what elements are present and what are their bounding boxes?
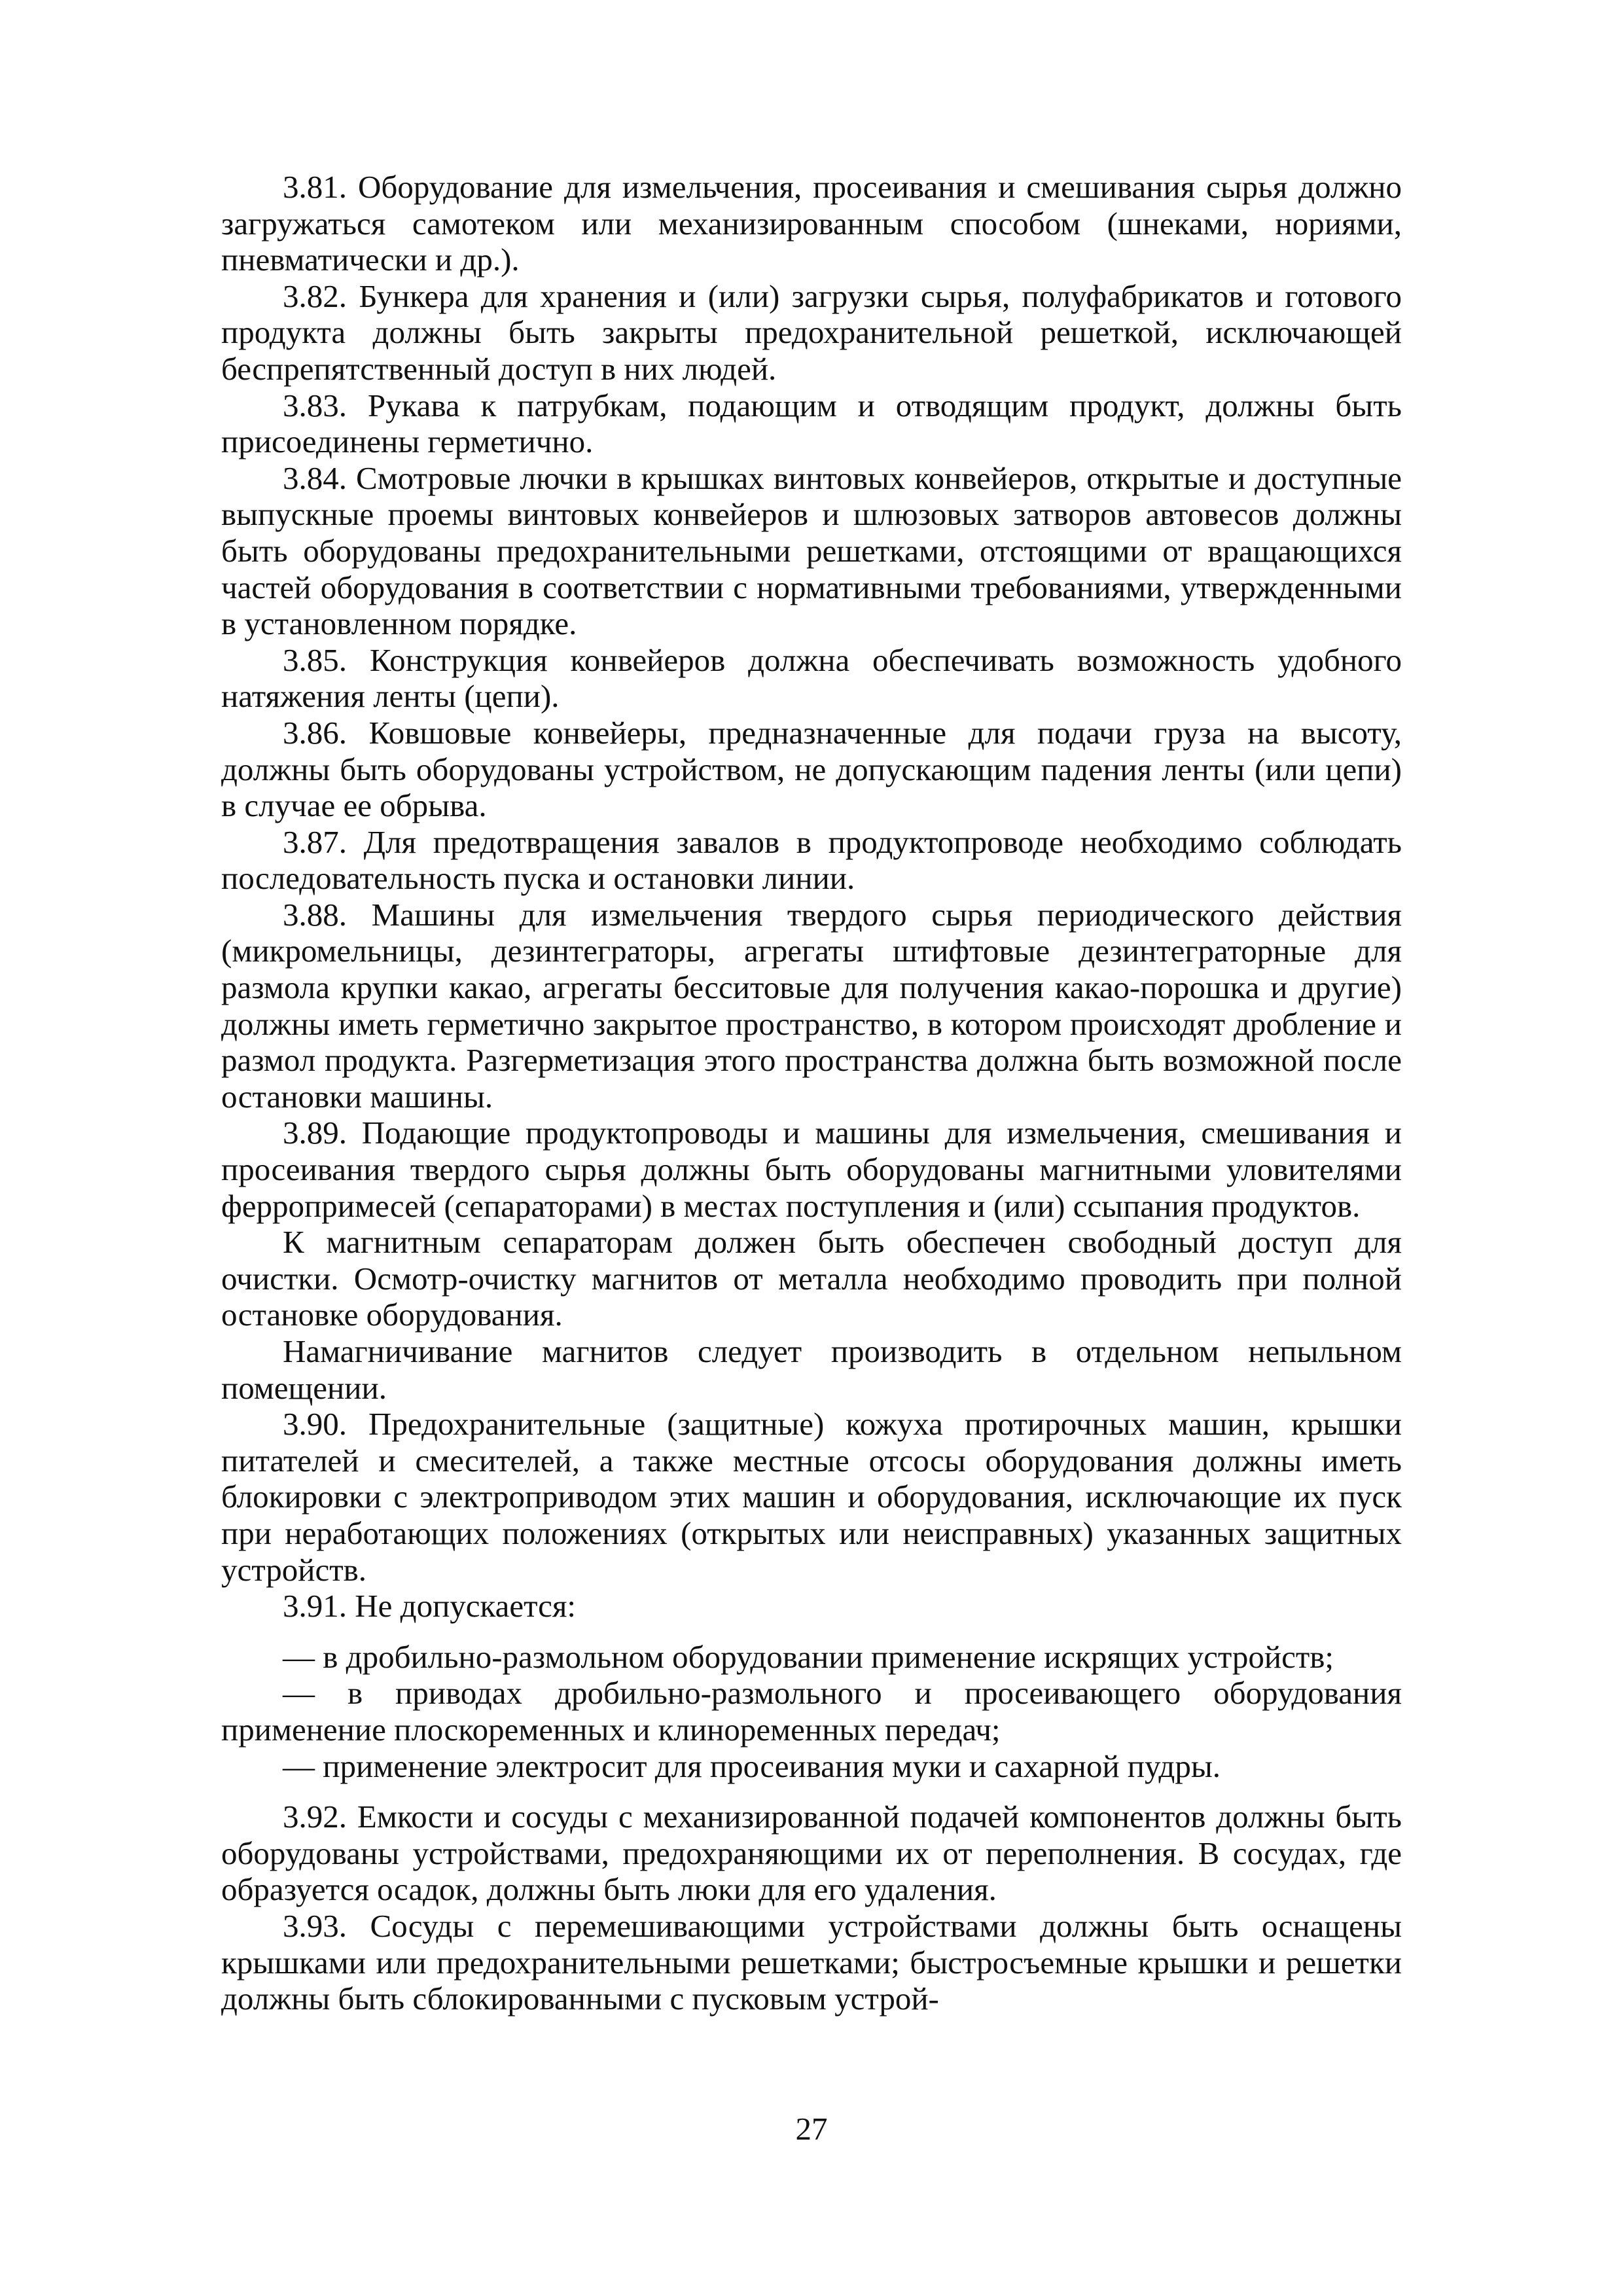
paragraph-3-90: 3.90. Предохранительные (защитные) кожуха протирочных машин, крышки питателей и смесителей, а также местные отсосы оборудования должны иметь блокировки с электроприводом этих машин и оборудования, исключающие их пуск при неработающих положениях (открытых или неисправных) указанных защитных устройств.: [221, 1406, 1402, 1588]
paragraph-magnetization: Намагничивание магнитов следует производить в отдельном непыльном помещении.: [221, 1333, 1402, 1406]
list-item: — применение электросит для просеивания муки и сахарной пудры.: [283, 1748, 1221, 1784]
paragraph-3-89: 3.89. Подающие продуктопроводы и машины для измельчения, смешивания и просеивания твердого сырья должны быть оборудованы магнитными уловителями ферропримесей (сепараторами) в местах поступления и (или) ссыпания продуктов.: [221, 1115, 1402, 1224]
paragraph-3-86: 3.86. Ковшовые конвейеры, предназначенные для подачи груза на высоту, должны быть оборудованы устройством, не допускающим падения ленты (или цепи) в случае ее обрыва.: [221, 714, 1402, 824]
paragraph-3-81: 3.81. Оборудование для измельчения, просеивания и смешивания сырья должно загружаться самотеком или механизированным способом (шнеками, нориями, пневматически и др.).: [221, 169, 1402, 278]
document-body: [221, 169, 1402, 2017]
page-number: 27: [795, 2111, 828, 2147]
paragraph-magnetic-separators: К магнитным сепараторам должен быть обеспечен свободный доступ для очистки. Осмотр-очистку магнитов от металла необходимо проводить при полной остановке оборудования.: [221, 1224, 1402, 1333]
list-item: — в приводах дробильно-размольного и просеивающего оборудования применение плоскоременных и клиноременных передач;: [221, 1675, 1402, 1748]
paragraph-3-87: 3.87. Для предотвращения завалов в продуктопроводе необходимо соблюдать последовательность пуска и остановки линии.: [221, 823, 1402, 897]
paragraph-3-92: 3.92. Емкости и сосуды с механизированной подачей компонентов должны быть оборудованы устройствами, предохраняющими их от переполнения. В сосудах, где образуется осадок, должны быть люки для его удаления.: [221, 1799, 1402, 1908]
paragraph-3-88: 3.88. Машины для измельчения твердого сырья периодического действия (микромельницы, дезинтеграторы, агрегаты штифтовые дезинтеграторные для размола крупки какао, агрегаты бесситовые для получения какао-порошка и другие) должны иметь герметично закрытое пространство, в котором происходят дробление и размол продукта. Разгерметизация этого пространства должна быть возможной после остановки машины.: [221, 896, 1402, 1115]
list-item: — в дробильно-размольном оборудовании применение искрящих устройств;: [283, 1638, 1334, 1675]
paragraph-3-82: 3.82. Бункера для хранения и (или) загрузки сырья, полуфабрикатов и готового продукта должны быть закрыты предохранительной решеткой, исключающей беспрепятственный доступ в них людей.: [221, 278, 1402, 387]
paragraph-3-93: 3.93. Сосуды с перемешивающими устройствами должны быть оснащены крышками или предохранительными решетками; быстросъемные крышки и решетки должны быть сблокированными с пусковым устрой-: [221, 1907, 1402, 2017]
paragraph-3-91: 3.91. Не допускается:: [283, 1588, 577, 1624]
paragraph-3-84: 3.84. Смотровые лючки в крышках винтовых конвейеров, открытые и доступные выпускные проемы винтовых конвейеров и шлюзовых затворов автовесов должны быть оборудованы предохранительными решетками, отстоящими от вращающихся частей оборудования в соответствии с нормативными требованиями, утвержденными в установленном порядке.: [221, 459, 1402, 642]
paragraph-3-83: 3.83. Рукава к патрубкам, подающим и отводящим продукт, должны быть присоединены герметично.: [221, 387, 1402, 460]
paragraph-3-85: 3.85. Конструкция конвейеров должна обеспечивать возможность удобного натяжения ленты (цепи).: [221, 641, 1402, 715]
